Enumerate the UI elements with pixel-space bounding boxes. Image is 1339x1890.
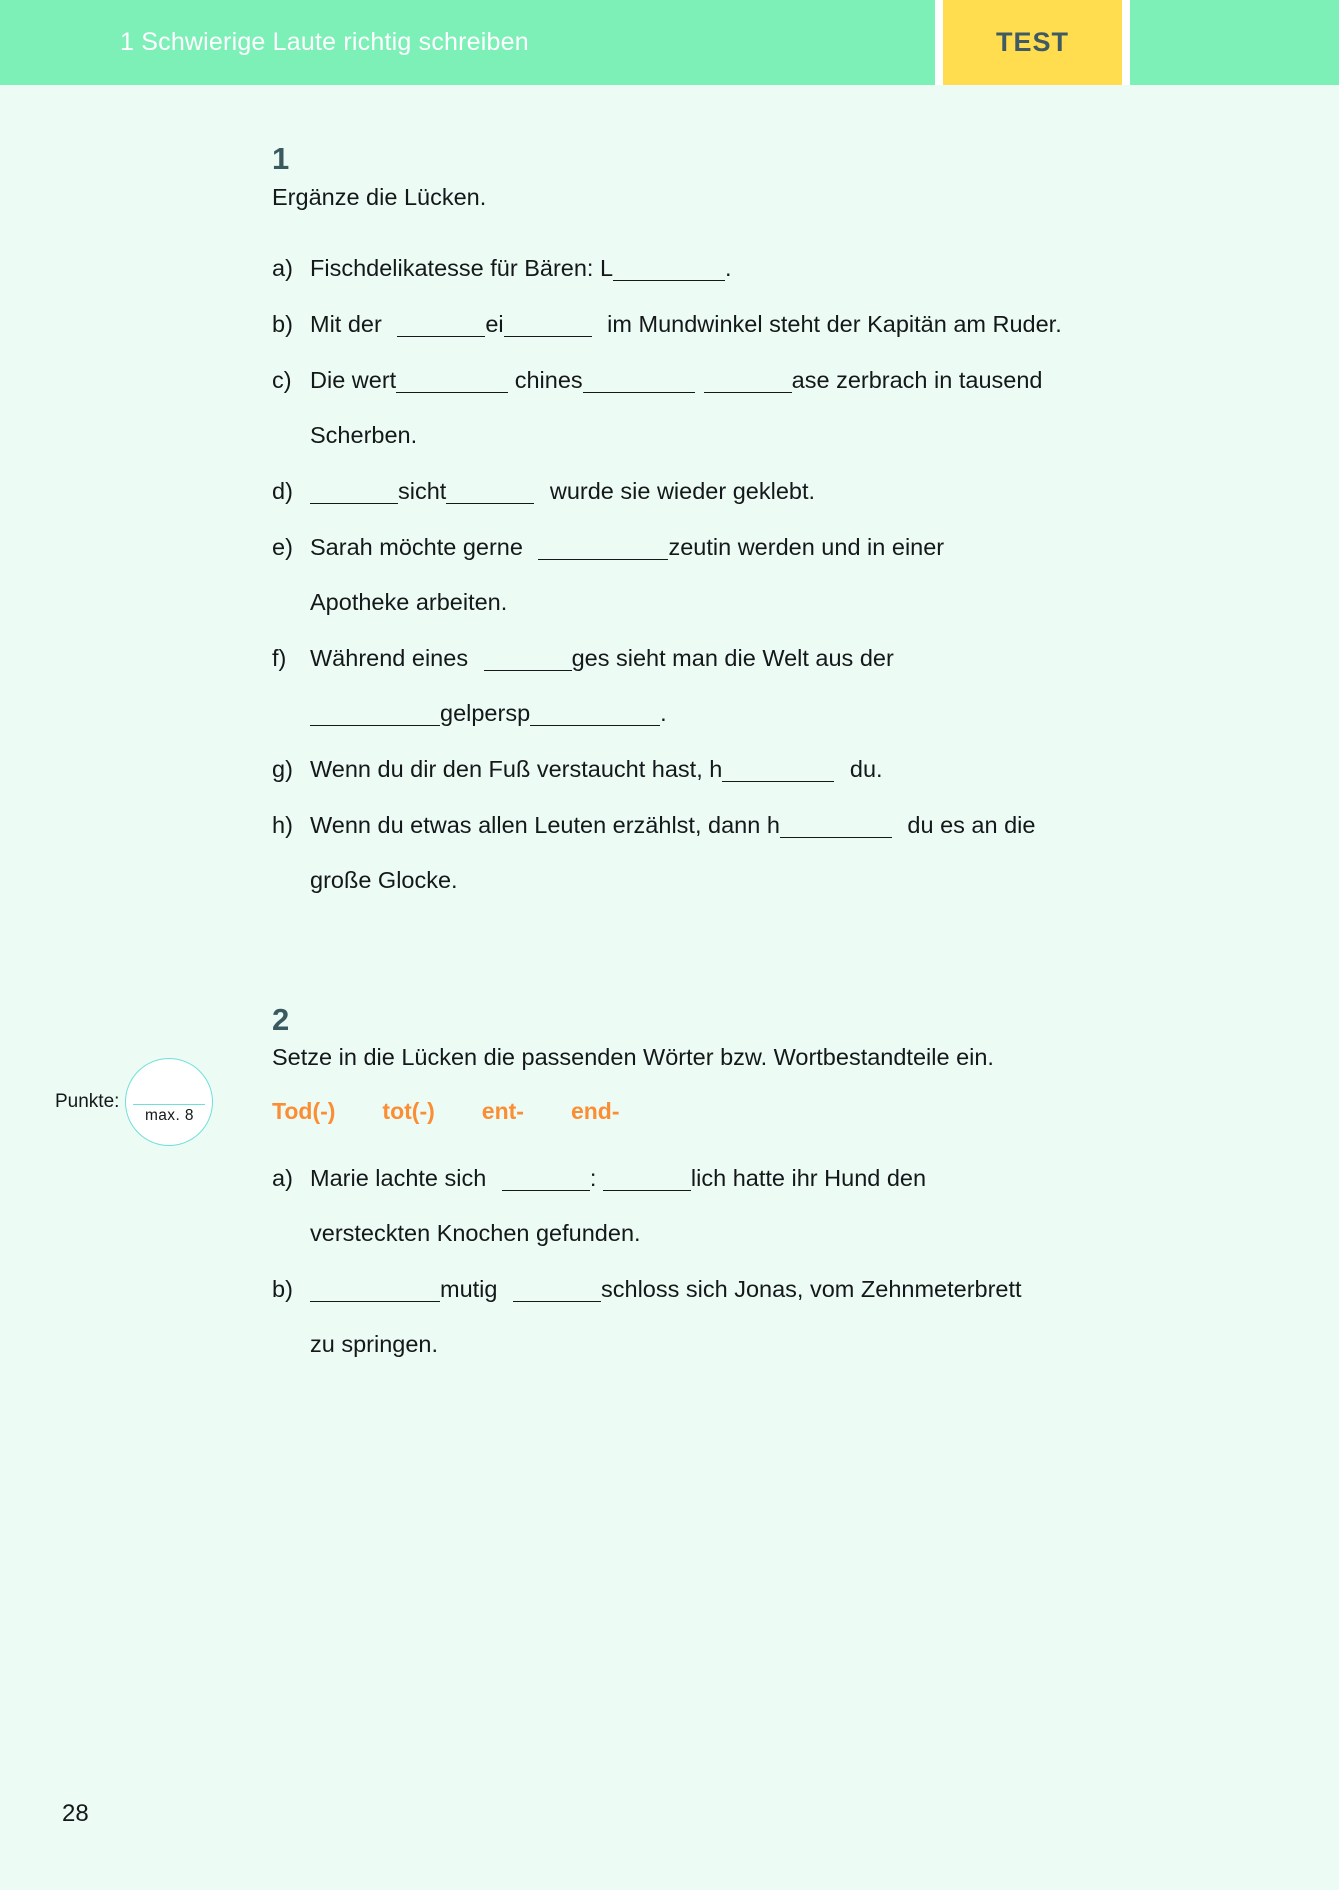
answer-blank[interactable]	[583, 367, 695, 393]
answer-blank[interactable]	[502, 1165, 590, 1191]
answer-blank[interactable]	[310, 478, 398, 504]
exercise-item	[272, 520, 1219, 630]
answer-blank[interactable]	[504, 311, 592, 337]
sentence-fragment: Wenn du etwas allen Leuten erzählst, dann h	[310, 811, 780, 838]
word-bank-item: Tod(-)	[272, 1097, 336, 1124]
item-text	[310, 798, 1219, 908]
item-letter: b)	[272, 310, 293, 337]
word-bank-item: end-	[570, 1097, 620, 1124]
sentence-fragment: versteckten Knochen gefunden.	[310, 1219, 641, 1246]
item-text	[310, 520, 1219, 630]
chapter-title: 1 Schwierige Laute richtig schreiben	[120, 28, 529, 56]
item-letter: a)	[272, 254, 293, 281]
sentence-fragment: im Mundwinkel steht der Kapitän am Ruder.	[600, 310, 1062, 337]
item-letter: h)	[272, 811, 293, 838]
item-letter: g)	[272, 755, 293, 782]
word-bank	[272, 1098, 1219, 1125]
exercise-item	[272, 1151, 1219, 1261]
exercise-item	[272, 1262, 1219, 1372]
sentence-fragment: .	[725, 254, 732, 281]
points-write-line	[133, 1104, 205, 1105]
item-text	[310, 631, 1219, 741]
item-letter: e)	[272, 533, 293, 560]
sentence-fragment: du es an die	[900, 811, 1036, 838]
sentence-fragment: große Glocke.	[310, 866, 458, 893]
sentence-fragment: .	[660, 699, 667, 726]
item-text	[310, 297, 1219, 352]
exercise-2	[272, 1001, 1219, 1372]
sentence-fragment: Die wert	[310, 366, 397, 393]
answer-blank[interactable]	[446, 478, 534, 504]
answer-blank[interactable]	[780, 812, 892, 838]
exercise-instruction: Ergänze die Lücken.	[272, 183, 487, 210]
points-label: Punkte:	[55, 1091, 120, 1112]
sentence-fragment: Scherben.	[310, 421, 418, 448]
exercise-item	[272, 464, 1219, 519]
header-band-left	[0, 0, 935, 85]
answer-blank[interactable]	[396, 367, 508, 393]
answer-blank[interactable]	[538, 534, 668, 560]
exercise-item	[272, 798, 1219, 908]
item-letter: d)	[272, 477, 293, 504]
exercise-item	[272, 631, 1219, 741]
item-text	[310, 241, 1219, 296]
sentence-fragment: Apotheke arbeiten.	[310, 588, 508, 615]
sentence-fragment: ges sieht man die Welt aus der	[571, 644, 894, 671]
answer-blank[interactable]	[704, 367, 792, 393]
answer-blank[interactable]	[722, 756, 834, 782]
sentence-fragment: chines	[508, 366, 583, 393]
page-header	[0, 0, 1339, 85]
exercise-instruction: Setze in die Lücken die passenden Wörter bzw. Wortbestandteile ein.	[272, 1044, 994, 1071]
exercise-1-items	[272, 241, 1219, 908]
test-badge	[935, 0, 1130, 85]
exercise-number: 1	[272, 141, 290, 176]
sentence-fragment: ase zerbrach in tausend	[791, 366, 1043, 393]
exercise-item	[272, 241, 1219, 296]
header-band-right	[1130, 0, 1339, 85]
exercise-1	[272, 143, 1219, 908]
exercise-number: 2	[272, 1001, 290, 1037]
sentence-fragment: Mit der	[310, 310, 389, 337]
item-letter: f)	[272, 644, 287, 671]
sentence-fragment: Fischdelikatesse für Bären: L	[310, 254, 614, 281]
sentence-fragment: gelpersp	[440, 699, 531, 726]
exercise-item	[272, 297, 1219, 352]
item-text	[310, 742, 1219, 797]
sentence-fragment: zu springen.	[310, 1330, 439, 1357]
sentence-fragment: Marie lachte sich	[310, 1164, 493, 1191]
item-text	[310, 1151, 1219, 1261]
item-text	[310, 464, 1219, 519]
sentence-fragment: sicht	[398, 477, 447, 504]
exercise-2-items	[272, 1151, 1219, 1372]
sentence-fragment: schloss sich Jonas, vom Zehnmeterbrett	[601, 1275, 1022, 1302]
word-bank-item: ent-	[481, 1097, 524, 1124]
sentence-fragment: :	[589, 1164, 603, 1191]
exercise-item	[272, 353, 1219, 463]
sentence-fragment: Sarah möchte gerne	[310, 533, 530, 560]
sentence-fragment: ei	[485, 310, 504, 337]
sentence-fragment: wurde sie wieder geklebt.	[543, 477, 816, 504]
exercise-item	[272, 742, 1219, 797]
sentence-fragment: Während eines	[310, 644, 475, 671]
answer-blank[interactable]	[530, 700, 660, 726]
answer-blank[interactable]	[513, 1276, 601, 1302]
answer-blank[interactable]	[613, 255, 725, 281]
worksheet-body	[0, 85, 1339, 1373]
item-letter: b)	[272, 1275, 293, 1302]
item-letter: a)	[272, 1164, 293, 1191]
points-max-label: max. 8	[144, 1107, 194, 1125]
word-bank-item: tot(-)	[382, 1097, 435, 1124]
sentence-fragment: du.	[843, 755, 883, 782]
answer-blank[interactable]	[310, 1276, 440, 1302]
sentence-fragment: Wenn du dir den Fuß verstaucht hast, h	[310, 755, 723, 782]
sentence-fragment: zeutin werden und in einer	[668, 533, 945, 560]
answer-blank[interactable]	[484, 645, 572, 671]
sentence-fragment: mutig	[440, 1275, 504, 1302]
answer-blank[interactable]	[310, 700, 440, 726]
sentence-fragment: lich hatte ihr Hund den	[690, 1164, 927, 1191]
item-letter: c)	[272, 366, 292, 393]
points-circle[interactable]	[125, 1058, 213, 1146]
page-number: 28	[62, 1800, 89, 1827]
points-badge	[55, 1058, 213, 1146]
answer-blank[interactable]	[397, 311, 485, 337]
item-text	[310, 353, 1219, 463]
answer-blank[interactable]	[603, 1165, 691, 1191]
item-text	[310, 1262, 1219, 1372]
test-badge-label: TEST	[995, 27, 1069, 57]
